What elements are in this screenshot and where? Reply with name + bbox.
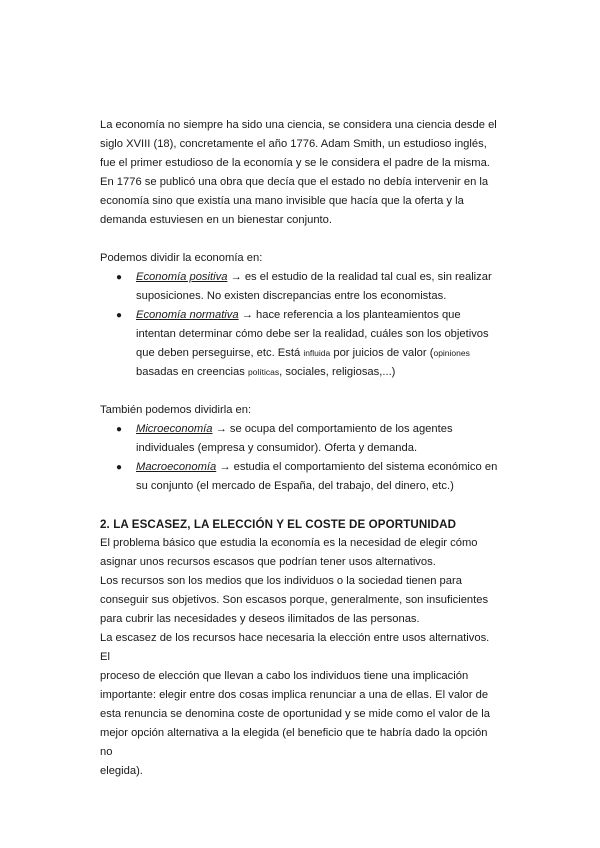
text-line: [136, 344, 500, 363]
text-span: → se ocupa del comportamiento de los agentes: [212, 423, 453, 435]
term-label: Economía normativa: [136, 309, 239, 321]
bullet-icon: ●: [116, 310, 123, 321]
term-label: Microeconomía: [136, 423, 213, 435]
list-item: [100, 306, 500, 382]
text-line: [136, 458, 500, 477]
text-line: Los recursos son los medios que los individuos o la sociedad tienen para: [100, 575, 462, 587]
list-item: [100, 420, 500, 458]
text-line: El problema básico que estudia la economía es la necesidad de elegir cómo: [100, 537, 478, 549]
text-line: economía sino que existía una mano invisible que hacía que la oferta y la: [100, 195, 464, 207]
text-span: que deben perseguirse, etc. Está: [136, 347, 304, 359]
bullet-icon: ●: [116, 424, 123, 435]
text-line: proceso de elección que llevan a cabo los individuos tiene una implicación: [100, 670, 469, 682]
intro-paragraph: [100, 116, 500, 230]
text-span: → estudia el comportamiento del sistema económico en: [216, 461, 498, 473]
list-item: [100, 268, 500, 306]
small-text: influida: [303, 348, 331, 358]
document-body: [100, 116, 500, 781]
text-line: [136, 306, 500, 325]
spacer: [100, 496, 500, 515]
text-line: intentan determinar cómo debe ser la realidad, cuáles son los objetivos: [136, 328, 489, 340]
text-line: [136, 268, 500, 287]
economy-scope-list: [100, 420, 500, 496]
section-heading: 2. LA ESCASEZ, LA ELECCIÓN Y EL COSTE DE OPORTUNIDAD: [100, 518, 457, 531]
list-item: [100, 458, 500, 496]
spacer: [100, 230, 500, 249]
text-line: individuales (empresa y consumidor). Oferta y demanda.: [136, 442, 418, 454]
list-lead: Podemos dividir la economía en:: [100, 252, 263, 264]
term-label: Macroeconomía: [136, 461, 217, 473]
text-line: esta renuncia se denomina coste de oportunidad y se mide como el valor de la: [100, 708, 490, 720]
text-line: importante: elegir entre dos cosas implica renunciar a una de ellas. El valor de: [100, 689, 489, 701]
text-span: → hace referencia a los planteamientos que: [238, 309, 461, 321]
text-line: elegida).: [100, 765, 143, 777]
bullet-icon: ●: [116, 462, 123, 473]
section-paragraph: [100, 534, 500, 781]
text-line: En 1776 se publicó una obra que decía que el estado no debía intervenir en la: [100, 176, 489, 188]
text-line: para cubrir las necesidades y deseos ilimitados de las personas.: [100, 613, 420, 625]
text-span: , sociales, religiosas,...): [279, 366, 396, 378]
text-line: [136, 363, 500, 382]
economy-types-list: [100, 268, 500, 382]
text-line: su conjunto (el mercado de España, del trabajo, del dinero, etc.): [136, 480, 454, 492]
text-line: fue el primer estudioso de la economía y se le considera el padre de la misma.: [100, 157, 490, 169]
text-span: basadas en creencias: [136, 366, 248, 378]
text-span: por juicios de valor (: [330, 347, 434, 359]
text-line: siglo XVIII (18), concretamente el año 1776. Adam Smith, un estudioso inglés,: [100, 138, 487, 150]
bullet-icon: ●: [116, 272, 123, 283]
spacer: [100, 382, 500, 401]
text-span: → es el estudio de la realidad tal cual es, sin realizar: [227, 271, 492, 283]
text-line: conseguir sus objetivos. Son escasos porque, generalmente, son insuficientes: [100, 594, 489, 606]
text-line: La economía no siempre ha sido una ciencia, se considera una ciencia desde el: [100, 119, 497, 131]
text-line: suposiciones. No existen discrepancias entre los economistas.: [136, 290, 447, 302]
list-lead: También podemos dividirla en:: [100, 404, 252, 416]
text-line: demanda estuviesen en un bienestar conjunto.: [100, 214, 332, 226]
text-line: [136, 420, 500, 439]
term-label: Economía positiva: [136, 271, 228, 283]
small-text: opiniones: [433, 348, 470, 358]
text-line: mejor opción alternativa a la elegida (el beneficio que te habría dado la opción no: [100, 727, 488, 758]
text-line: asignar unos recursos escasos que podrían tener usos alternativos.: [100, 556, 436, 568]
text-line: La escasez de los recursos hace necesaria la elección entre usos alternativos. El: [100, 632, 490, 663]
small-text: políticas: [247, 367, 280, 377]
